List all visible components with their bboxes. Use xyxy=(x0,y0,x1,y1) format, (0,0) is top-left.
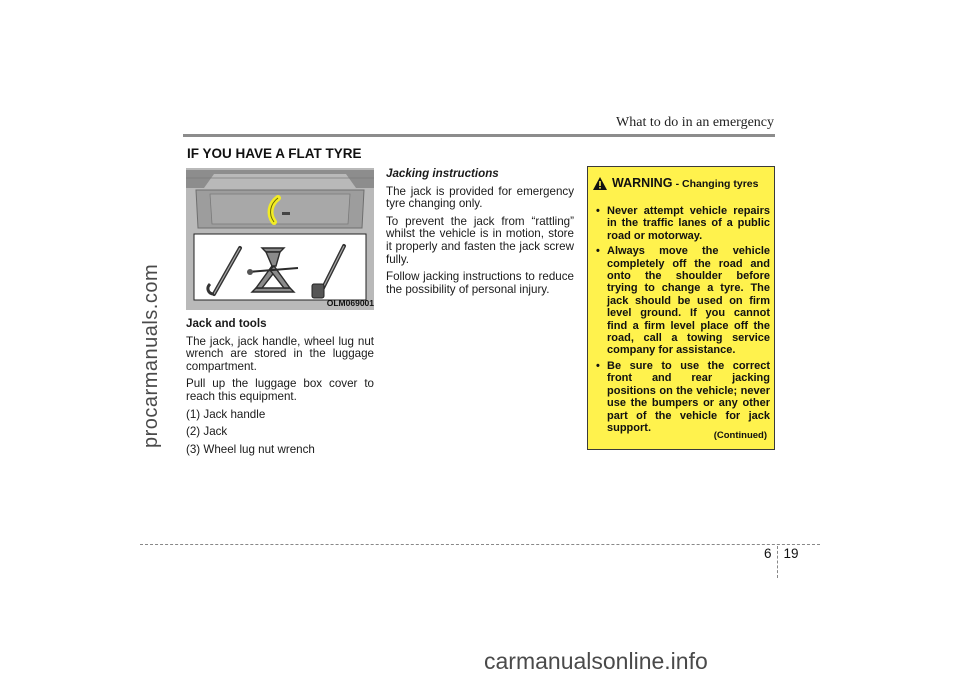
warning-heading xyxy=(612,176,762,190)
jack-tools-para-1: The jack, jack handle, wheel lug nut wrench are stored in the luggage compartment. xyxy=(186,334,374,373)
warning-list xyxy=(596,205,770,437)
figure-code: OLM069001 xyxy=(326,298,374,308)
jacking-instructions-heading: Jacking instructions xyxy=(386,167,499,180)
jack-tools-heading: Jack and tools xyxy=(186,317,267,330)
warning-triangle-icon xyxy=(593,177,607,190)
jack-tools-figure xyxy=(186,168,374,310)
warning-box xyxy=(587,166,775,450)
warning-item-1: • Never attempt vehicle repairs in the traffic lanes of a public road or motorway. xyxy=(596,205,770,242)
chapter-number: 6 xyxy=(764,546,772,561)
middle-column xyxy=(386,168,574,301)
jacking-para-3: Follow jacking instructions to reduce the possibility of personal injury. xyxy=(386,270,574,296)
jack-tools-para-2: Pull up the luggage box cover to reach this equipment. xyxy=(186,377,374,403)
page-index: 19 xyxy=(783,546,799,561)
chapter-header: What to do in an emergency xyxy=(616,115,774,130)
footer-rule xyxy=(140,544,820,545)
page-number xyxy=(764,546,799,578)
warning-item-2: • Always move the vehicle completely off the road and onto the shoulder before trying to change a tyre. The jack should be used on firm level ground. If you cannot find a firm level place off the road, call a towing service company for assistance. xyxy=(596,245,770,357)
warning-title: WARNING xyxy=(612,176,673,190)
bottom-watermark[interactable]: carmanualsonline.info xyxy=(484,648,708,674)
left-column xyxy=(186,318,374,461)
header-rule xyxy=(183,134,775,137)
jacking-para-2: To prevent the jack from “rattling” whilst the vehicle is in motion, store it properly and fasten the jack screw fully. xyxy=(386,214,574,266)
continued-label: (Continued) xyxy=(713,430,767,441)
tool-item-2: (2) Jack xyxy=(186,425,228,439)
page-separator xyxy=(777,546,779,578)
tool-item-3: (3) Wheel lug nut wrench xyxy=(186,442,315,456)
warning-item-3: • Be sure to use the correct front and rear jacking positions on the vehicle; never use the bumpers or any other part of the vehicle for jack support. xyxy=(596,360,770,434)
jacking-para-1: The jack is provided for emergency tyre changing only. xyxy=(386,184,574,211)
warning-subtitle: - Changing tyres xyxy=(675,178,759,190)
side-watermark[interactable]: procarmanuals.com xyxy=(140,263,162,448)
section-title: IF YOU HAVE A FLAT TYRE xyxy=(187,146,362,161)
luggage-compartment-illustration xyxy=(186,168,374,310)
tool-item-1: (1) Jack handle xyxy=(186,407,266,421)
